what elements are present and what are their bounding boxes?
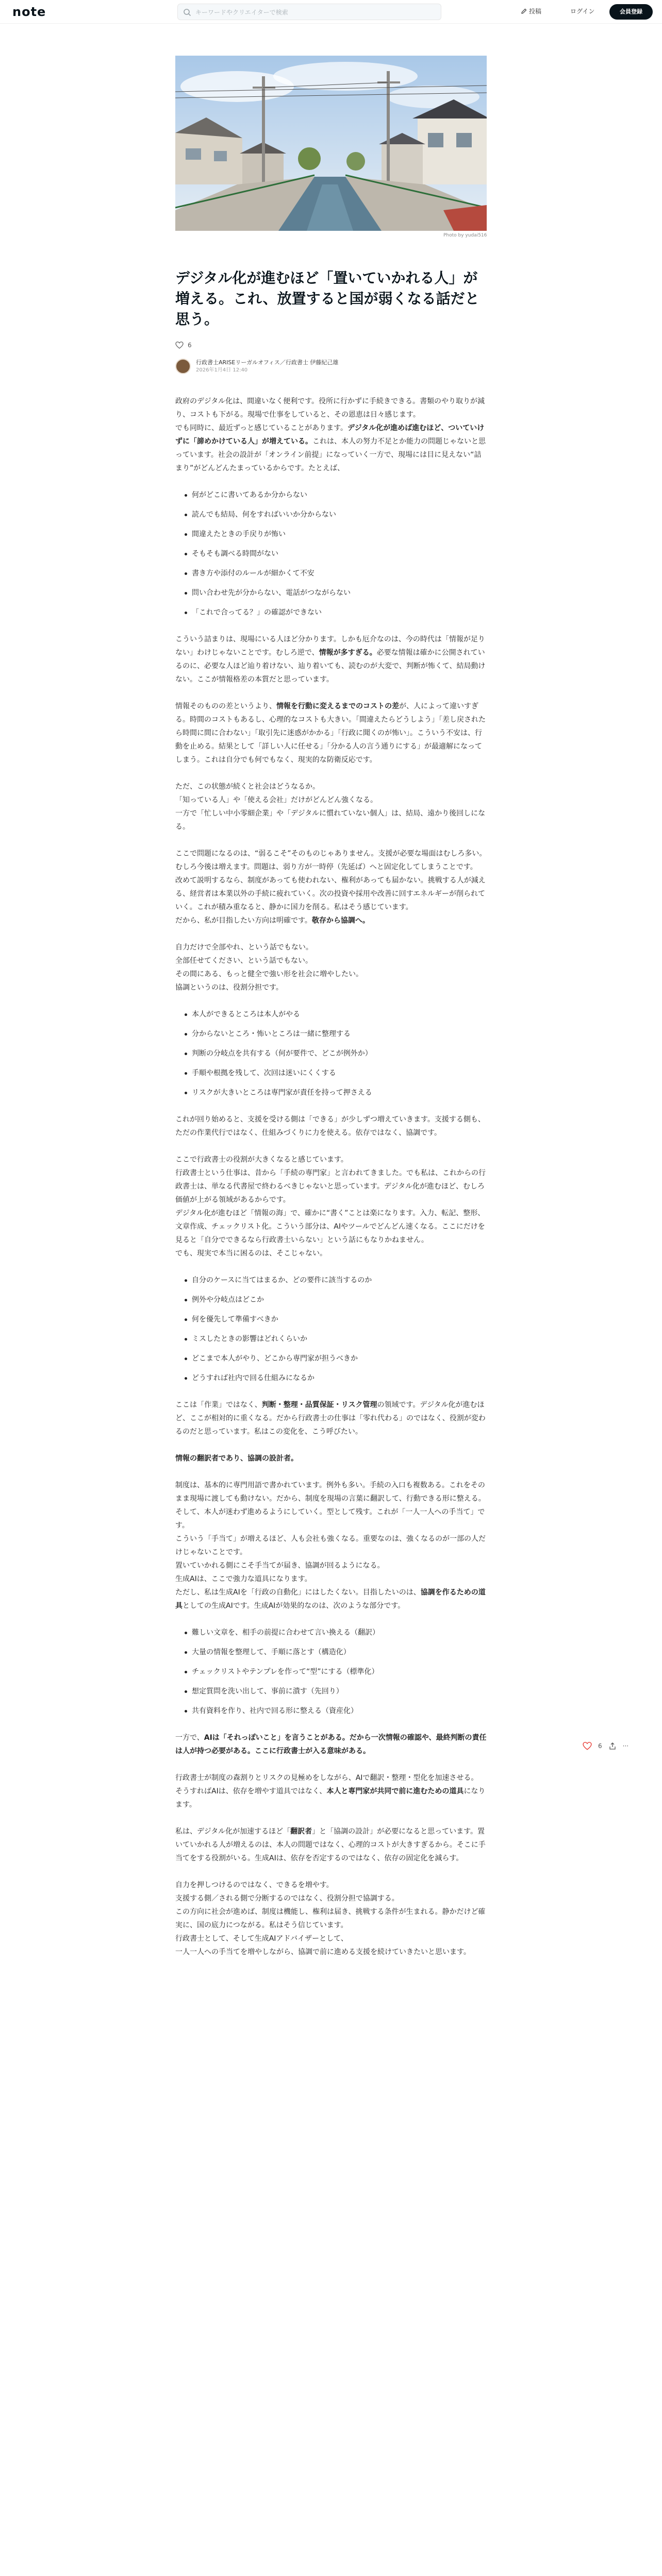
paragraph-line: 行政書士が制度の森割りとリスクの見極めをしながら、AIで翻訳・整理・型化を加速させる。 xyxy=(175,1774,478,1782)
paragraph-line: 情報そのものの差というより、 xyxy=(175,702,276,710)
share-icon[interactable] xyxy=(608,1742,617,1750)
author-info[interactable] xyxy=(175,359,487,374)
list-item: そもそも調べる時間がない xyxy=(185,547,487,561)
bold-text: デジタル化が進めば進むほど、ついていけずに「諦めかけている人」が増えている。 xyxy=(175,424,485,446)
list-item: 何がどこに書いてあるか分からない xyxy=(185,488,487,502)
list-item: 判断の分岐点を共有する（何が要件で、どこが例外か） xyxy=(185,1047,487,1060)
paragraph xyxy=(175,1398,487,1438)
list-item: 問い合わせ先が分からない、電話がつながらない xyxy=(185,586,487,600)
paragraph-line: 制度は、基本的に専門用語で書かれています。例外も多い。手続の入口も複数ある。これをそのまま現場に渡しても動けない。だから、制度を現場の言葉に翻訳して、行動できる形に整える。そして、本人が迷わず進めるようにしていく。型として残す。これが「一人一人への手当て」です。 xyxy=(175,1481,486,1530)
bold-text: 情報が多すぎる。 xyxy=(319,649,377,657)
paragraph-text: 必要な情報は確かに公開されているのに、必要な人ほど辿り着けない、辿り着いても、読むのが大変で、判断が怖くて、結局動けない。ここが情報格差の本質だと思っています。 xyxy=(175,649,486,684)
login-link[interactable]: ログイン xyxy=(570,8,595,15)
paragraph-line: ただし、私は生成AIを「行政の自動化」にはしたくない。目指したいのは、 xyxy=(175,1588,421,1597)
list-item: 共有資料を作り、社内で回る形に整える（資産化） xyxy=(185,1704,487,1718)
bold-text: 情報の翻訳者であり、協調の設計者。 xyxy=(175,1454,298,1463)
article xyxy=(175,268,487,1972)
paragraph-line: ここは「作業」ではなく、 xyxy=(175,1401,262,1409)
paragraph-text: これは、本人の努力不足とか能力の問題じゃないと思っています。社会の設計が「オンライン前提」になっていく一方で、現場には目に見えない“詰まり”がどんどんたまっているからです。たとえば、 xyxy=(175,437,486,472)
photo-credit[interactable]: Photo by yudai516 xyxy=(443,233,487,238)
bold-text: 協調を作るための道具 xyxy=(175,1588,486,1610)
list-item: 大量の情報を整理して、手順に落とす（構造化） xyxy=(185,1646,487,1659)
paragraph-line: 一方で「忙しい中小零細企業」や「デジタルに慣れていない個人」は、結局、遠かり後回しになる。 xyxy=(175,809,486,831)
list-item: どこまで本人がやり、どこから専門家が担うべきか xyxy=(185,1352,487,1365)
paragraph-line: だから、私が目指したい方向は明確です。 xyxy=(175,917,312,925)
list-item: 難しい文章を、相手の前提に合わせて言い換える（翻訳） xyxy=(185,1626,487,1639)
paragraph-text: 」と「協調の設計」が必要になると思っています。置いていかれる人が増えるのは、本人の問題ではなく、心理的コストが大きすぎるから。そこに手当てをする役割がいる。生成AIは、依存を否定するのではなく、依存の固定化を減らす。 xyxy=(175,1827,486,1862)
bold-text: 敬存から協調へ。 xyxy=(311,917,370,925)
side-like-count: 6 xyxy=(598,1742,602,1750)
avatar[interactable] xyxy=(175,359,191,374)
list-item: どうすれば社内で回る仕組みになるか xyxy=(185,1371,487,1385)
paragraph xyxy=(175,700,487,767)
paragraph-line: そうすればAIは、依存を増やす道具ではなく、 xyxy=(175,1787,327,1795)
paragraph xyxy=(175,1452,487,1465)
list-item: 想定質問を洗い出して、事前に潰す（先回り） xyxy=(185,1685,487,1698)
paragraph-line: 私は、デジタル化が加速するほど「 xyxy=(175,1827,291,1836)
pencil-icon xyxy=(521,8,527,14)
list-item: チェックリストやテンプレを作って“型”にする（標準化） xyxy=(185,1665,487,1679)
list-item: 分からないところ・怖いところは一緒に整理する xyxy=(185,1027,487,1041)
paragraph-line: 自力を押しつけるのではなく、できるを増やす。 xyxy=(175,1881,334,1889)
list-item: 何を優先して準備すべきか xyxy=(185,1313,487,1326)
paragraph-line: 自力だけで全部やれ、という話でもない。 xyxy=(175,943,313,952)
search-icon xyxy=(183,8,191,16)
paragraph-line: 置いていかれる側にこそ手当てが届き、協調が回るようになる。 xyxy=(175,1562,385,1570)
list-item: 自分のケースに当てはまるか、どの要件に該当するのか xyxy=(185,1274,487,1287)
paragraph-line: でも、現実で本当に困るのは、そこじゃない。 xyxy=(175,1249,327,1258)
list-item: 例外や分岐点はどこか xyxy=(185,1293,487,1307)
paragraph-line: 行政書士として、そして生成AIアドバイザーとして、 xyxy=(175,1935,348,1943)
paragraph-line: でも同時に、最近ずっと感じていることがあります。 xyxy=(175,424,348,432)
paragraph-line: 改めて説明するなら、制度があっても使われない、権利があっても届かない。挑戦する人が減える、経営者は本業以外の手続に疲れていく。次の投資や採用や改善に回すエネルギーが削られていく。これが積み重なると、静かに国力を削る。私はそう感じています。 xyxy=(175,876,486,911)
paragraph xyxy=(175,941,487,994)
paragraph-line: 生成AIは、ここで強力な道具になります。 xyxy=(175,1575,312,1583)
note-logo[interactable]: note xyxy=(12,5,46,19)
paragraph-line: 行政書士という仕事は、昔から「手続の専門家」と言われてきました。でも私は、これからの行政書士は、単なる代書屋で終わるべきじゃないと思っています。デジタル化が進むほど、むしろ価値が上がる領域があるからです。 xyxy=(175,1169,486,1204)
paragraph xyxy=(175,1731,487,1758)
paragraph-line: その間にある、もっと健全で強い形を社会に増やしたい。 xyxy=(175,970,363,978)
list-item: 本人ができるところは本人がやる xyxy=(185,1008,487,1021)
paragraph xyxy=(175,1113,487,1140)
heart-icon[interactable] xyxy=(583,1741,592,1751)
paragraph-line: 政府のデジタル化は、間違いなく便利です。役所に行かずに手続きできる。書類のやり取りが減り、コストも下がる。現場で仕事をしていると、その恩恵は日々感じます。 xyxy=(175,397,485,419)
paragraph-line: 一人一人への手当てを増やしながら、協調で前に進める支援を続けていきたいと思います。 xyxy=(175,1948,471,1956)
paragraph-line: これが回り始めると、支援を受ける側は「できる」が少しずつ増えていきます。支援する側も、ただの作業代行ではなく、仕組みづくりに力を使える。依存ではなく、協調です。 xyxy=(175,1115,485,1137)
author-name[interactable]: 行政書士ARISEリーガルオフィス／行政書士 伊藤紀己雄 xyxy=(196,359,339,366)
list-item: 読んでも結局、何をすればいいか分からない xyxy=(185,508,487,521)
bold-text: 本人と専門家が共同で前に進むための道具 xyxy=(326,1787,464,1795)
paragraph-line: デジタル化が進むほど「情報の海」で、確かに“書く”ことは楽になります。入力、転記、整形、文章作成、チェックリスト化。こういう部分は、AIやツールでどんどん速くなる。ここにだけを見ると「自分でできるなら行政書士いらない」という話にもなりかねません。 xyxy=(175,1209,485,1244)
bullet-list xyxy=(185,1626,487,1718)
paragraph-line: この方向に社会が進めば、制度は機能し、権利は届き、挑戦する条件が生まれる。静かだけど確実に、国の底力につながる。私はそう信じています。 xyxy=(175,1908,486,1929)
paragraph-line: 支援する側／される側で分断するのではなく、役割分担で協調する。 xyxy=(175,1894,399,1903)
list-item: 手順や根拠を残して、次回は迷いにくくする xyxy=(185,1066,487,1080)
paragraph xyxy=(175,1771,487,1811)
post-label: 投稿 xyxy=(529,8,542,15)
article-body xyxy=(175,395,487,1959)
paragraph xyxy=(175,633,487,686)
more-icon[interactable]: ··· xyxy=(622,1742,629,1750)
paragraph xyxy=(175,1825,487,1865)
list-item: ミスしたときの影響はどれくらいか xyxy=(185,1332,487,1346)
paragraph-text: の領域です。デジタル化が進むほど、ここが相対的に重くなる。だから行政書士の仕事は「零れ代わる」のではなく、役割が変わるのだと思っています。私はこの変化を、こう呼びたい。 xyxy=(175,1401,486,1436)
bold-text: AIは「それっぽいこと」を言うことがある。だから一次情報の確認や、最終判断の責任は人が持つ必要がある。ここに行政書士が入る意味がある。 xyxy=(175,1734,487,1755)
list-item: 間違えたときの手戻りが怖い xyxy=(185,528,487,541)
paragraph xyxy=(175,395,487,475)
search-input[interactable] xyxy=(177,4,441,20)
paragraph-line: こういう詰まりは、現場にいる人ほど分かります。しかも厄介なのは、今の時代は「情報が足りない」わけじゃないことです。むしろ逆で、 xyxy=(175,635,485,657)
paragraph-line: 「知っている人」や「使える会社」だけがどんどん強くなる。 xyxy=(175,796,377,804)
paragraph-line: 全部任せてください、という話でもない。 xyxy=(175,957,312,965)
paragraph-line: 協調というのは、役割分担です。 xyxy=(175,984,283,992)
bullet-list xyxy=(185,488,487,619)
paragraph-text: になります。 xyxy=(175,1787,486,1809)
paragraph-line: ここで行政書士の役割が大きくなると感じています。 xyxy=(175,1156,348,1164)
post-button[interactable] xyxy=(521,7,541,15)
publish-date: 2026年1月4日 12:40 xyxy=(196,367,248,373)
paragraph xyxy=(175,1479,487,1613)
article-title: デジタル化が進むほど「置いていかれる人」が増える。これ、放置すると国が弱くなる話だと思う。 xyxy=(175,269,479,328)
list-item: 書き方や添付のルールが細かくて不安 xyxy=(185,567,487,580)
register-button[interactable]: 会員登録 xyxy=(609,4,653,20)
like-count: 6 xyxy=(188,342,192,349)
paragraph-line: ここで問題になるのは、“弱るこそ”そのものじゃありません。支援が必要な場面はむしろ多い。むしろ今後は増えます。問題は、弱り方が一時停（先延ば）へと固定化してしまうことです。 xyxy=(175,850,487,871)
paragraph xyxy=(175,1878,487,1959)
paragraph-text: としての生成AIです。生成AIが効果的なのは、次のような部分です。 xyxy=(183,1602,405,1610)
paragraph-line: ただ、この状態が続くと社会はどうなるか。 xyxy=(175,783,320,791)
bold-text: 翻訳者 xyxy=(290,1827,312,1836)
bold-text: 判断・整理・品質保証・リスク管理 xyxy=(261,1401,377,1409)
list-item: リスクが大きいところは専門家が責任を持って押さえる xyxy=(185,1086,487,1099)
paragraph xyxy=(175,780,487,834)
bullet-list xyxy=(185,1008,487,1099)
search-placeholder: キーワードやクリエイターで検索 xyxy=(195,9,288,16)
bold-text: 情報を行動に変えるまでのコストの差 xyxy=(276,702,399,710)
paragraph-text: が、人によって違いすぎる。時間のコストもあるし、心理的なコストも大きい。「間違えたらどうしよう」「差し戻されたら時間に間に合わない」「取引先に迷惑がかかる」「行政に聞くのが怖い」。こういう不安は、行動を止める。結果として「詳しい人に任せる」「分かる人の言う通りにする」が最適解になってしまう。これは自分でも何でもなく、現実的な防衛反応です。 xyxy=(175,702,486,764)
bullet-list xyxy=(185,1274,487,1385)
canal-street-photo xyxy=(175,56,487,231)
paragraph xyxy=(175,847,487,927)
list-item: 「これで合ってる？」の確認ができない xyxy=(185,606,487,619)
floating-actions xyxy=(583,1741,628,1751)
hero-image xyxy=(175,56,487,231)
paragraph xyxy=(175,1153,487,1260)
likes-row xyxy=(175,340,487,350)
site-header xyxy=(0,0,662,24)
paragraph-line: こういう「手当て」が増えるほど、人も会社も強くなる。重要なのは、強くなるのが一部の人だけじゃないことです。 xyxy=(175,1535,486,1556)
heart-icon[interactable] xyxy=(175,341,184,349)
paragraph-line: 一方で、 xyxy=(175,1734,204,1742)
